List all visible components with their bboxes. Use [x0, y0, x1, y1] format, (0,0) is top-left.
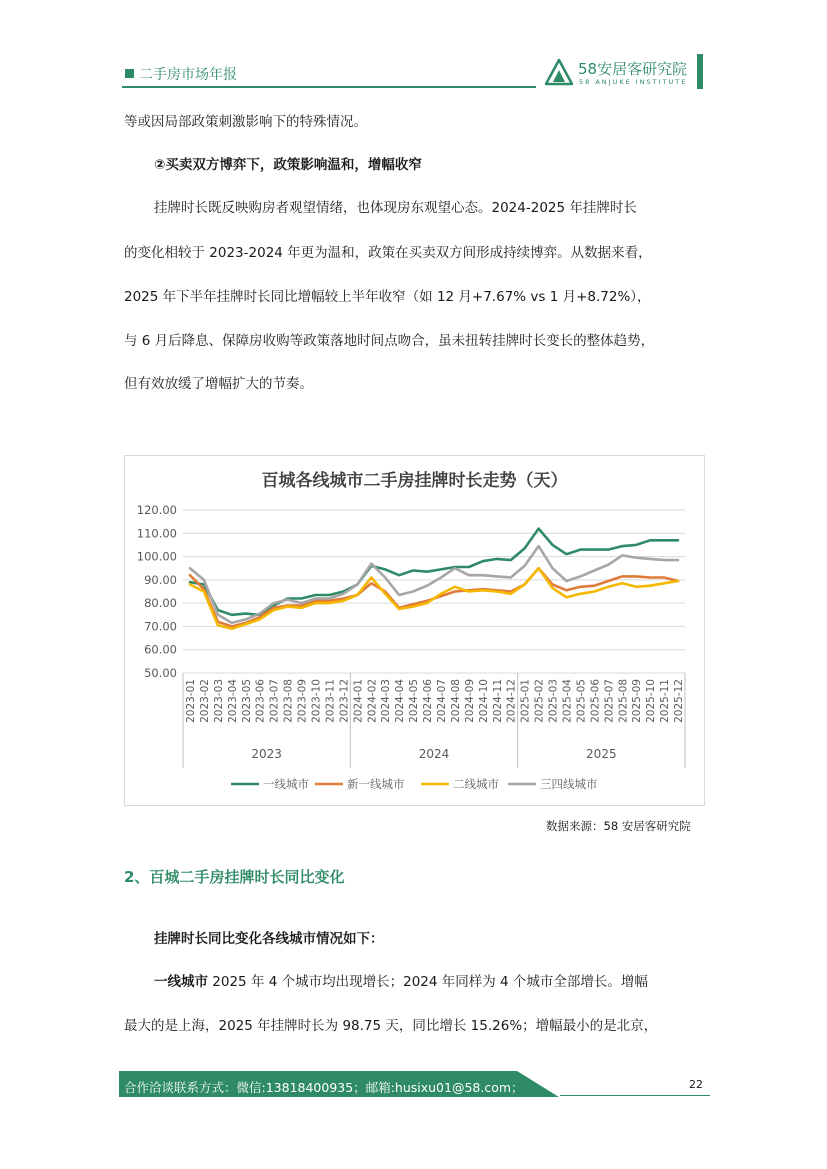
chart-title: 百城各线城市二手房挂牌时长走势（天） — [261, 471, 568, 491]
x-tick-label: 2023-07 — [268, 679, 281, 723]
x-tick-label: 2024-09 — [463, 679, 476, 723]
x-tick-label: 2023-12 — [338, 679, 351, 723]
paragraph-1-line-3: 2025 年下半年挂牌时长同比增幅较上半年收窄（如 12 月+7.67% vs 1 月+8.72%）， — [124, 289, 651, 305]
x-tick-label: 2023-03 — [212, 679, 225, 723]
data-source: 数据来源：58 安居客研究院 — [546, 819, 691, 833]
logo-english: 58 ANJUKE INSTITUTE — [579, 78, 688, 86]
legend-label: 三四线城市 — [540, 777, 598, 791]
x-tick-label: 2025-10 — [645, 679, 658, 723]
paragraph-0: 等或因局部政策刺激影响下的特殊情况。 — [124, 114, 367, 130]
logo-mark-icon — [544, 58, 574, 90]
y-tick-label: 80.00 — [144, 596, 177, 611]
y-tick-label: 120.00 — [136, 503, 177, 517]
section-title: 2、百城二手房挂牌时长同比变化 — [124, 868, 345, 886]
x-tick-label: 2023-02 — [198, 679, 211, 723]
legend-label: 新一线城市 — [347, 777, 405, 791]
year-label: 2023 — [251, 747, 282, 761]
x-tick-label: 2025-07 — [603, 679, 616, 723]
x-tick-label: 2024-06 — [422, 679, 435, 723]
paragraph-1-line-1: 挂牌时长既反映购房者观望情绪，也体现房东观望心态。2024-2025 年挂牌时长 — [154, 200, 637, 216]
x-tick-label: 2023-01 — [184, 679, 197, 723]
x-tick-label: 2024-05 — [408, 679, 421, 723]
x-tick-label: 2023-11 — [324, 679, 337, 723]
header-square-marker — [125, 69, 134, 78]
x-tick-label: 2025-02 — [533, 679, 546, 723]
tier1-label: 一线城市 — [154, 974, 208, 990]
legend-label: 一线城市 — [263, 777, 309, 791]
paragraph-1-line-4: 与 6 月后降息、保障房收购等政策落地时间点吻合，虽未扭转挂牌时长变长的整体趋势， — [124, 333, 655, 349]
logo-name: 58安居客研究院 — [578, 60, 688, 78]
header-title: 二手房市场年报 — [139, 67, 237, 83]
listing-duration-chart — [124, 455, 705, 806]
subheading: ②买卖双方博弈下，政策影响温和，增幅收窄 — [154, 157, 422, 173]
x-tick-label: 2025-01 — [519, 679, 532, 723]
series-line — [190, 568, 678, 629]
x-tick-label: 2025-09 — [631, 679, 644, 723]
x-tick-label: 2024-12 — [505, 679, 518, 723]
x-tick-label: 2023-06 — [254, 679, 267, 723]
page-number: 22 — [689, 1078, 703, 1091]
x-tick-label: 2023-10 — [310, 679, 323, 723]
x-tick-label: 2025-11 — [659, 679, 672, 723]
paragraph-2-line-1 — [154, 972, 734, 992]
year-label: 2025 — [586, 747, 617, 761]
x-tick-label: 2024-02 — [366, 679, 379, 723]
header-rule — [122, 86, 536, 88]
x-tick-label: 2023-09 — [296, 679, 309, 723]
x-tick-label: 2025-08 — [617, 679, 630, 723]
paragraph-2-line-1-text: 2025 年 4 个城市均出现增长；2024 年同样为 4 个城市全部增长。增幅 — [208, 974, 648, 990]
paragraph-1-line-2: 的变化相较于 2023-2024 年更为温和，政策在买卖双方间形成持续博弈。从数据来看， — [124, 245, 652, 261]
institute-logo — [544, 56, 694, 92]
y-tick-label: 70.00 — [144, 619, 177, 634]
y-tick-label: 100.00 — [136, 549, 177, 564]
footer-rule — [560, 1095, 710, 1096]
paragraph-2-line-2: 最大的是上海，2025 年挂牌时长为 98.75 天，同比增长 15.26%；增幅最小的是北京， — [124, 1018, 658, 1034]
x-tick-label: 2024-08 — [449, 679, 462, 723]
footer-contact: 合作洽谈联系方式：微信:13818400935；邮箱:husixu01@58.com； — [124, 1080, 524, 1095]
x-tick-label: 2024-04 — [394, 679, 407, 723]
x-tick-label: 2023-05 — [240, 679, 253, 723]
x-tick-label: 2025-03 — [547, 679, 560, 723]
x-tick-label: 2024-07 — [435, 679, 448, 723]
x-tick-label: 2025-05 — [575, 679, 588, 723]
header-side-bar — [697, 54, 703, 89]
x-tick-label: 2024-03 — [380, 679, 393, 723]
x-tick-label: 2025-12 — [673, 679, 686, 723]
y-tick-label: 50.00 — [144, 666, 177, 680]
chart-canvas — [125, 456, 704, 805]
legend-label: 二线城市 — [453, 777, 499, 791]
y-tick-label: 110.00 — [136, 526, 177, 541]
paragraph-1-line-5: 但有效放缓了增幅扩大的节奏。 — [124, 376, 313, 392]
y-tick-label: 60.00 — [144, 642, 177, 657]
x-tick-label: 2024-01 — [352, 679, 365, 723]
x-tick-label: 2023-04 — [226, 679, 239, 723]
x-tick-label: 2024-11 — [491, 679, 504, 723]
x-tick-label: 2024-10 — [477, 679, 490, 723]
series-line — [190, 546, 678, 623]
x-tick-label: 2025-04 — [561, 679, 574, 723]
y-tick-label: 90.00 — [144, 572, 177, 587]
x-tick-label: 2025-06 — [589, 679, 602, 723]
series-line — [190, 529, 678, 615]
section-intro: 挂牌时长同比变化各线城市情况如下： — [154, 931, 384, 947]
x-tick-label: 2023-08 — [282, 679, 295, 723]
year-label: 2024 — [418, 747, 450, 761]
